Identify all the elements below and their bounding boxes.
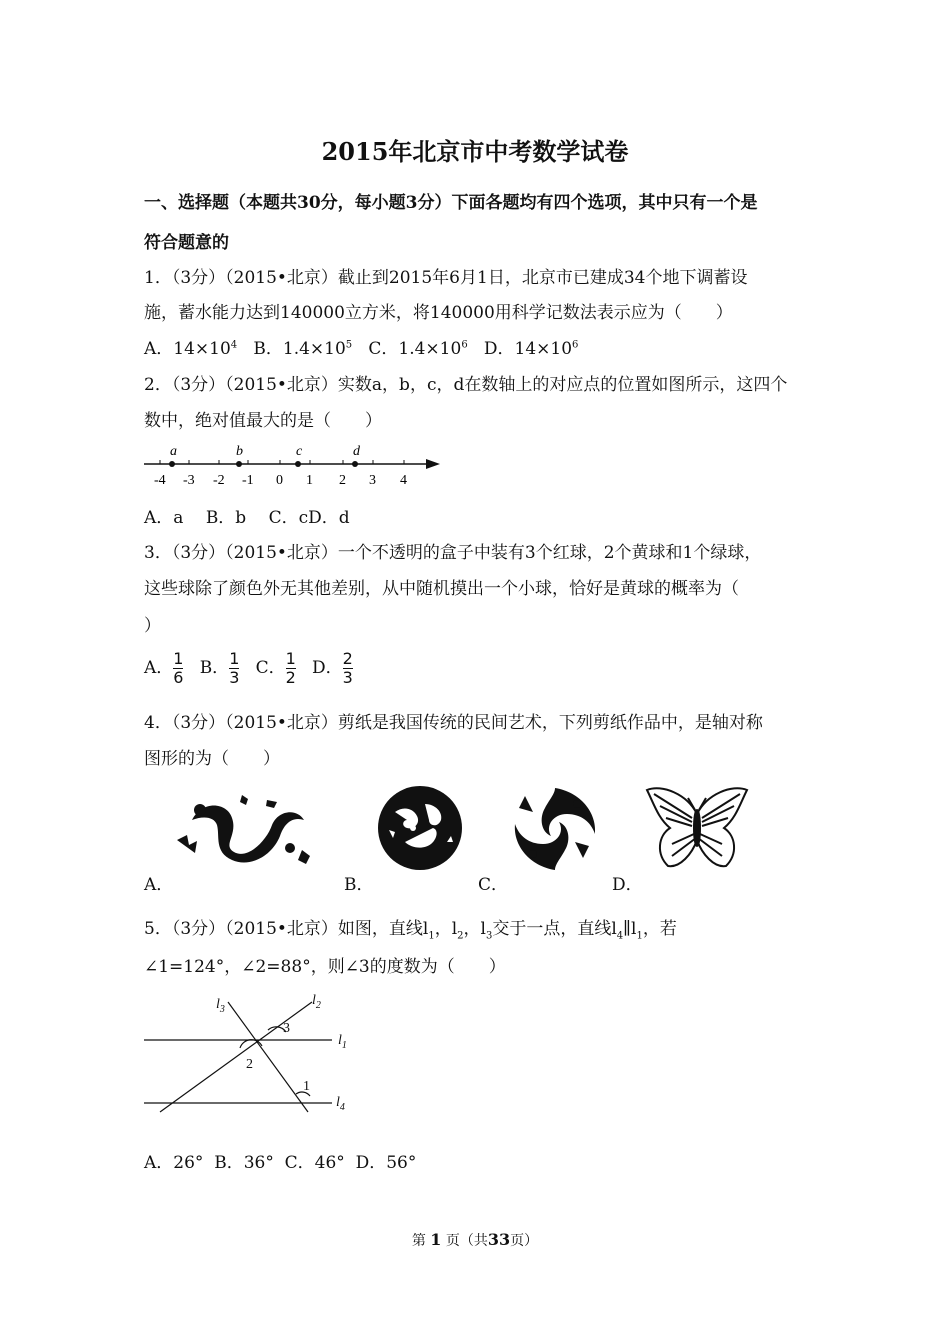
q2-line1: 2．（3分）（2015•北京）实数a，b，c，d在数轴上的对应点的位置如图所示，这四个 bbox=[144, 375, 788, 395]
q4-option-b: B． bbox=[344, 875, 374, 895]
tick-label: 4 bbox=[400, 473, 407, 488]
angle-3-label: 3 bbox=[283, 1021, 290, 1036]
svg-text:l1: $l_1$ bbox=[338, 1033, 347, 1051]
q3-option-b: B． $\frac{1}{3}$ bbox=[199, 649, 240, 687]
point-label-a: a bbox=[170, 444, 177, 459]
tick-label: 2 bbox=[339, 473, 346, 488]
svg-text:l2: $l_2$ bbox=[312, 993, 321, 1011]
point-label-d: d bbox=[353, 444, 360, 459]
q1-option-d: D．$14\times 10^6$ bbox=[483, 339, 579, 359]
number-line-figure bbox=[140, 440, 450, 490]
q1-line2: 施，蓄水能力达到140000立方米，将140000用科学记数法表示应为（ ） bbox=[144, 303, 733, 323]
angle-1-label: 1 bbox=[303, 1079, 310, 1094]
q3-line2: 这些球除了颜色外无其他差别，从中随机摸出一个小球，恰好是黄球的概率为（ bbox=[144, 579, 739, 599]
q1-option-a: A．$14\times 10^4$ bbox=[144, 339, 238, 359]
q4-line2: 图形的为（ ） bbox=[144, 749, 280, 769]
tick-label: -2 bbox=[213, 473, 225, 488]
q5-options: A．26° B．36° C．46° D．56° bbox=[144, 1153, 417, 1173]
q4-line1: 4．（3分）（2015•北京）剪纸是我国传统的民间艺术，下列剪纸作品中，是轴对称 bbox=[144, 713, 763, 733]
q3-line1: 3．（3分）（2015•北京）一个不透明的盒子中装有3个红球，2个黄球和1个绿球， bbox=[144, 543, 762, 563]
q2-line2: 数中，绝对值最大的是（ ） bbox=[144, 411, 382, 431]
section-heading-line1: 一、选择题（本题共30分，每小题3分）下面各题均有四个选项，其中只有一个是 bbox=[144, 193, 758, 213]
q3-options bbox=[144, 650, 353, 687]
q1-option-b: B．$1.4\times 10^5$ bbox=[253, 339, 353, 359]
q1-line1: 1．（3分）（2015•北京）截止到2015年6月1日，北京市已建成34个地下调蓄设 bbox=[144, 268, 748, 288]
papercut-fish-image bbox=[505, 782, 605, 874]
q3-line3: ） bbox=[144, 616, 161, 636]
q5-line2: ∠1=124°，∠2=88°，则∠3的度数为（ ） bbox=[144, 957, 506, 977]
papercut-dragon-image bbox=[172, 790, 317, 868]
tick-label: 3 bbox=[369, 473, 376, 488]
q1-option-c: C．$1.4\times 10^6$ bbox=[368, 339, 468, 359]
point-label-b: b bbox=[236, 444, 243, 459]
tick-label: 1 bbox=[306, 473, 313, 488]
angle-2-label: 2 bbox=[246, 1057, 253, 1072]
tick-label: 0 bbox=[276, 473, 283, 488]
q3-option-a: A． $\frac{1}{6}$ bbox=[144, 649, 184, 687]
q4-option-a: A． bbox=[144, 875, 174, 895]
svg-text:l3: $l_3$ bbox=[216, 997, 225, 1015]
papercut-circle-image bbox=[375, 782, 465, 874]
parallel-lines-figure bbox=[140, 990, 370, 1115]
tick-label: -1 bbox=[242, 473, 254, 488]
papercut-butterfly-image bbox=[642, 784, 752, 874]
q1-options bbox=[144, 334, 578, 359]
point-label-c: c bbox=[296, 444, 303, 459]
q3-option-c: C． $\frac{1}{2}$ bbox=[255, 649, 296, 687]
tick-label: -3 bbox=[183, 473, 195, 488]
svg-text:l4: $l_4$ bbox=[336, 1095, 345, 1113]
q3-option-d: D． $\frac{2}{3}$ bbox=[312, 649, 353, 687]
q5-line1: 5．（3分）（2015•北京）如图，直线$l_1$，$l_2$，$l_3$交于一点，直线$l_4\parallel l_1$，若 bbox=[144, 919, 677, 942]
q4-option-d: D． bbox=[612, 875, 643, 895]
page-title: 2015年北京市中考数学试卷 bbox=[321, 137, 629, 166]
tick-label: -4 bbox=[154, 473, 166, 488]
q2-options: A．a B．b C．cD．d bbox=[144, 508, 350, 528]
page-footer: 第 1 页（共33页） bbox=[411, 1230, 539, 1249]
q4-option-c: C． bbox=[478, 875, 509, 895]
section-heading-line2: 符合题意的 bbox=[144, 233, 229, 253]
